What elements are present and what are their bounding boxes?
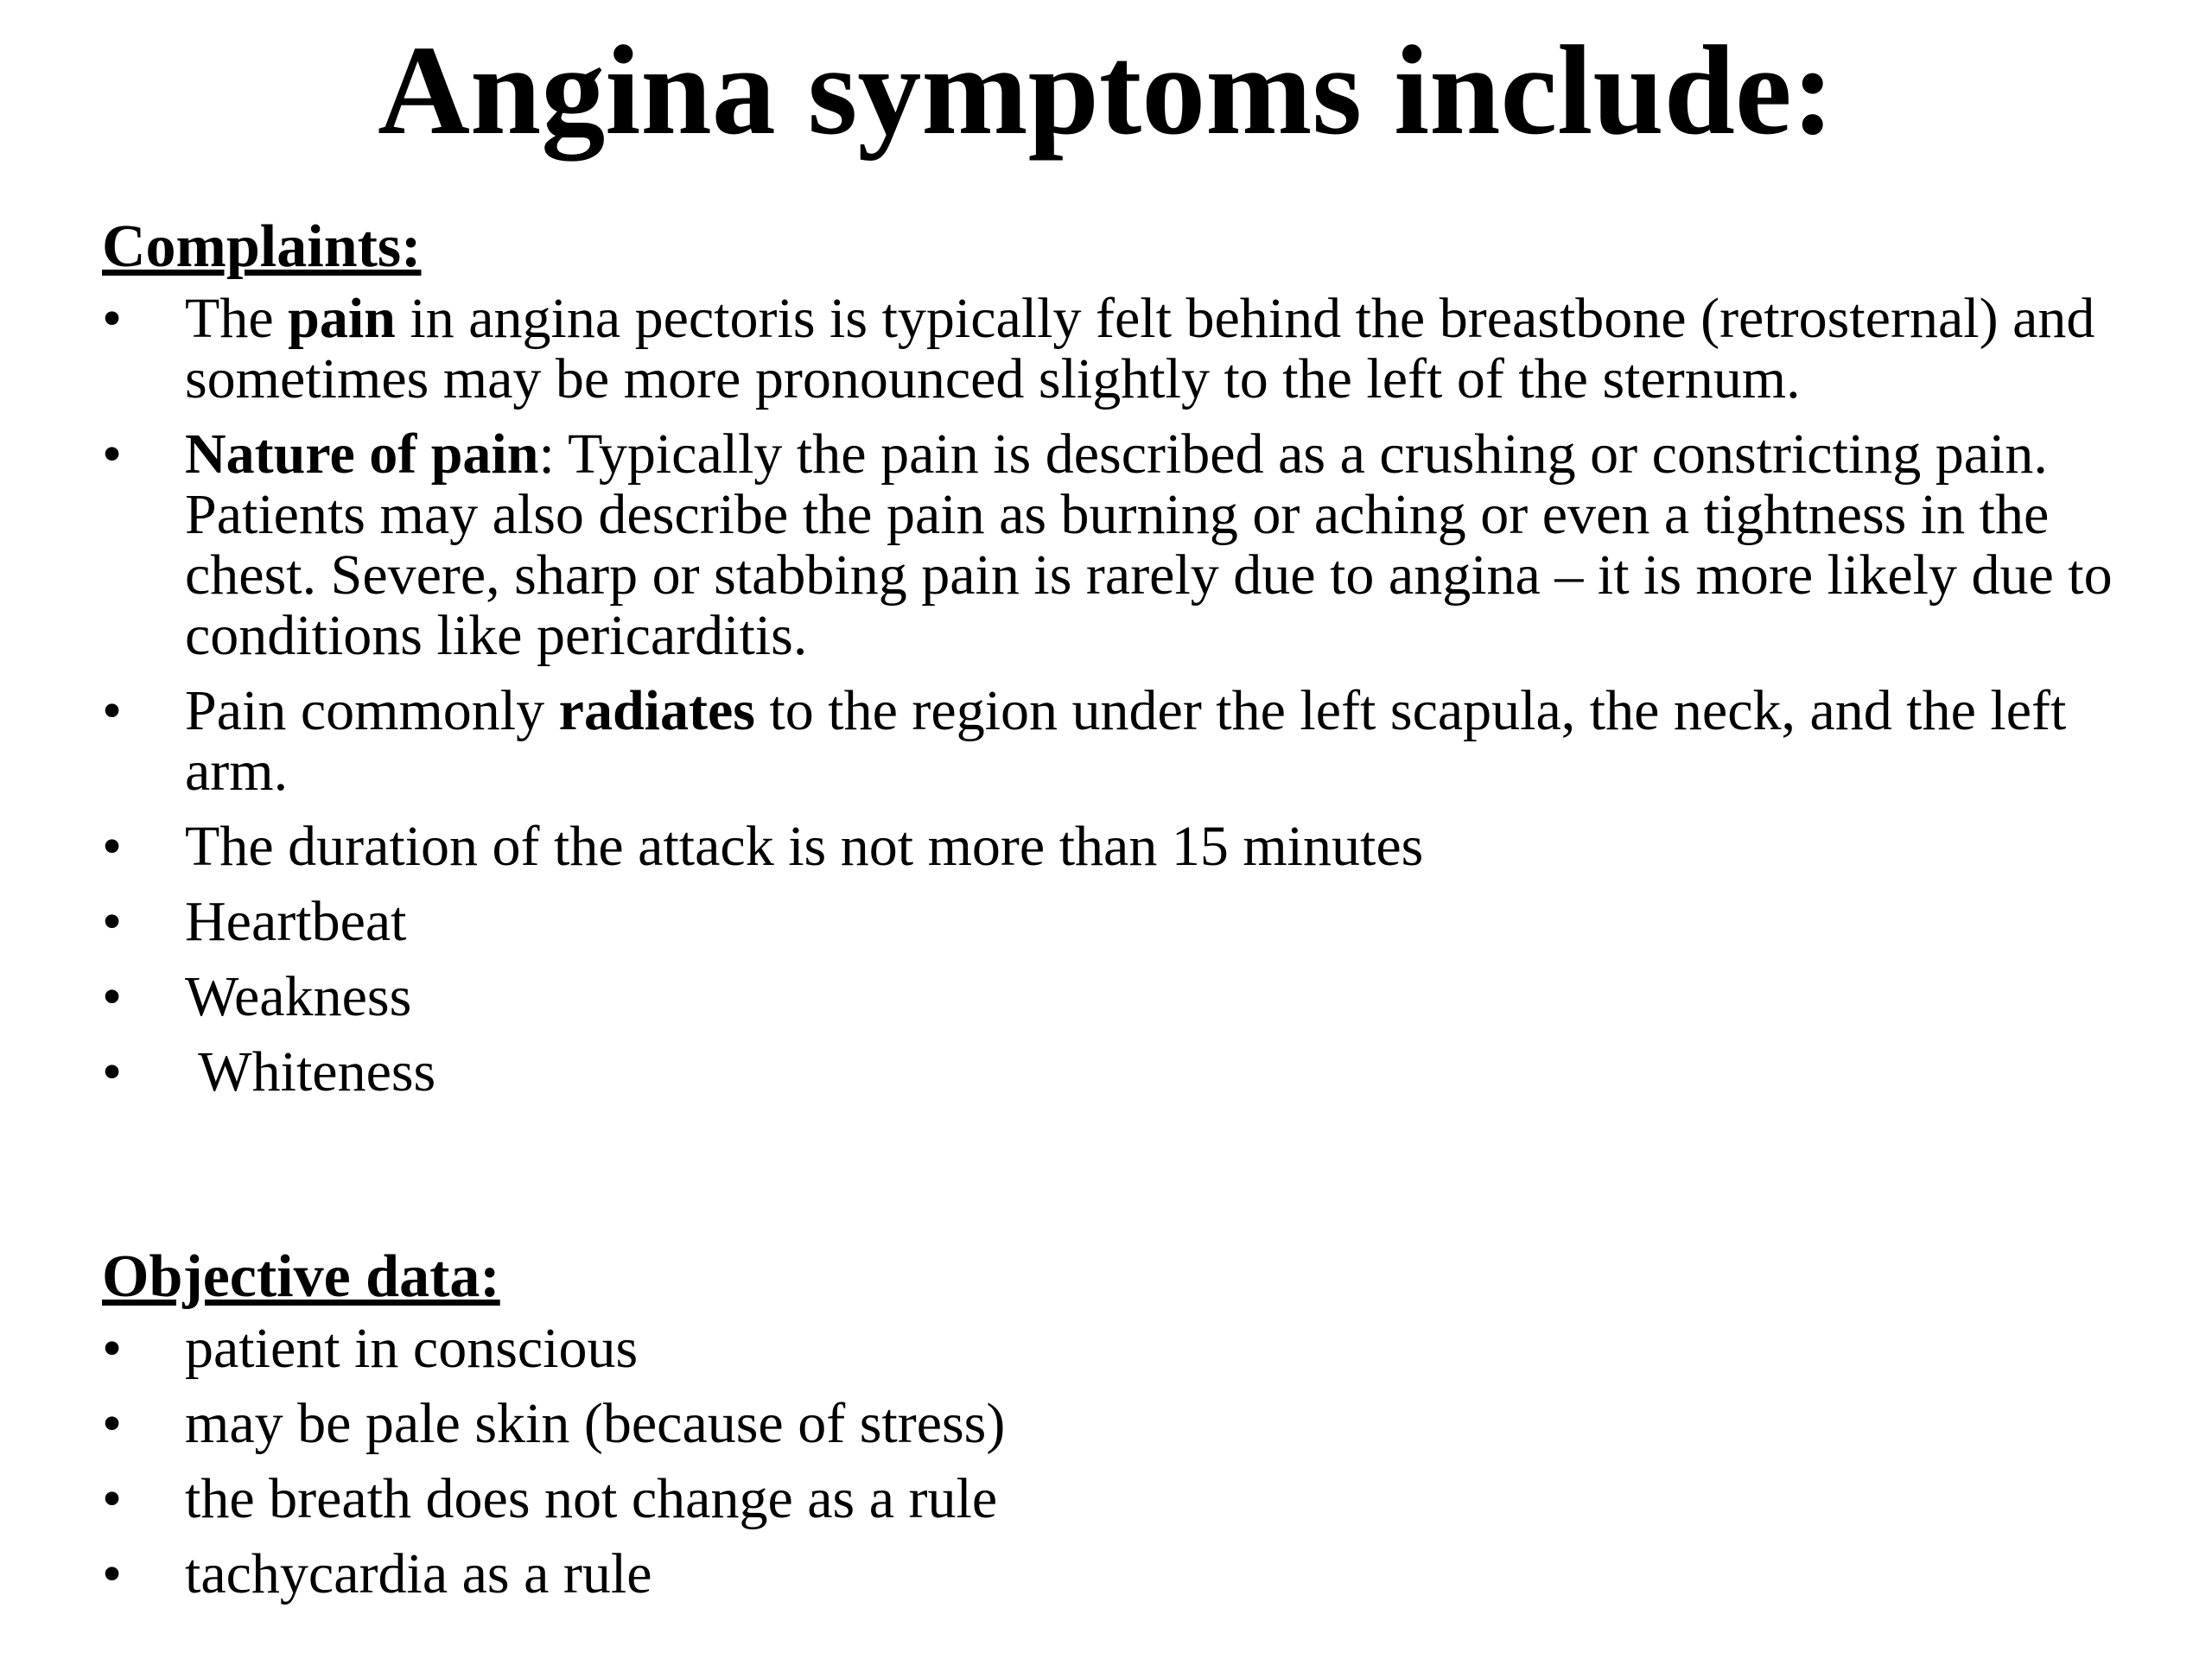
bullet-dot-icon: • [102,1542,123,1605]
bullet-dot-icon: • [102,679,123,742]
list-item [102,289,2133,410]
list-item-text: tachycardia as a rule [185,1542,652,1605]
list-item [102,1544,2133,1605]
text-segment: Heartbeat [185,890,407,953]
list-item [102,424,2133,666]
objective-section [102,1241,2133,1619]
bullet-dot-icon: • [102,287,123,350]
list-item-text [185,681,2133,802]
list-item [102,1319,2133,1379]
text-segment: to the region under the left scapula, the neck, and the left arm. [185,679,2067,803]
list-item [102,892,2133,952]
bullet-dot-icon: • [102,1317,123,1380]
list-item-text [185,1042,2133,1103]
text-segment: Weakness [185,965,412,1028]
list-item [102,1394,2133,1454]
list-item [102,1042,2133,1103]
bullet-dot-icon: • [102,890,123,953]
complaints-heading: Complaints: [102,213,422,280]
text-segment: : Typically the pain is described as a crushing or constricting pain. Patients may also describe the pain as burning or aching or even a tightness in the chest. Severe, sharp or stabbing pain is rarely due to angina – it is more likely due to conditions like pericarditis. [185,423,2113,667]
complaints-list [102,289,2133,1103]
text-segment: Whiteness [185,1040,436,1103]
slide-title: Angina symptoms include: [378,20,1834,162]
list-item [102,681,2133,802]
list-item [102,967,2133,1027]
list-item-text [185,424,2133,666]
bold-term: radiates [558,679,755,742]
objective-heading: Objective data: [102,1243,500,1310]
text-segment: in angina pectoris is typically felt behind the breastbone (retrosternal) and sometimes may be more pronounced slightly to the left of the sternum. [185,287,2095,410]
bullet-dot-icon: • [102,1467,123,1530]
bullet-dot-icon: • [102,1040,123,1103]
list-item-text [185,289,2133,410]
objective-list [102,1319,2133,1605]
list-item [102,1469,2133,1529]
list-item-text: patient in conscious [185,1317,639,1380]
list-item-text [185,892,2133,952]
bullet-dot-icon: • [102,1392,123,1455]
text-segment: Pain commonly [185,679,559,742]
text-segment: The [185,287,289,350]
list-item-text: the breath does not change as a rule [185,1467,998,1530]
bullet-dot-icon: • [102,815,123,878]
list-item [102,817,2133,877]
text-segment: The duration of the attack is not more than 15 minutes [185,815,1424,878]
bold-term: Nature of pain [185,423,539,486]
list-item-text [185,967,2133,1027]
list-item-text: may be pale skin (because of stress) [185,1392,1006,1455]
list-item-text [185,817,2133,877]
bullet-dot-icon: • [102,965,123,1028]
bold-term: pain [288,287,396,350]
bullet-dot-icon: • [102,423,123,486]
complaints-section [102,211,2133,1117]
